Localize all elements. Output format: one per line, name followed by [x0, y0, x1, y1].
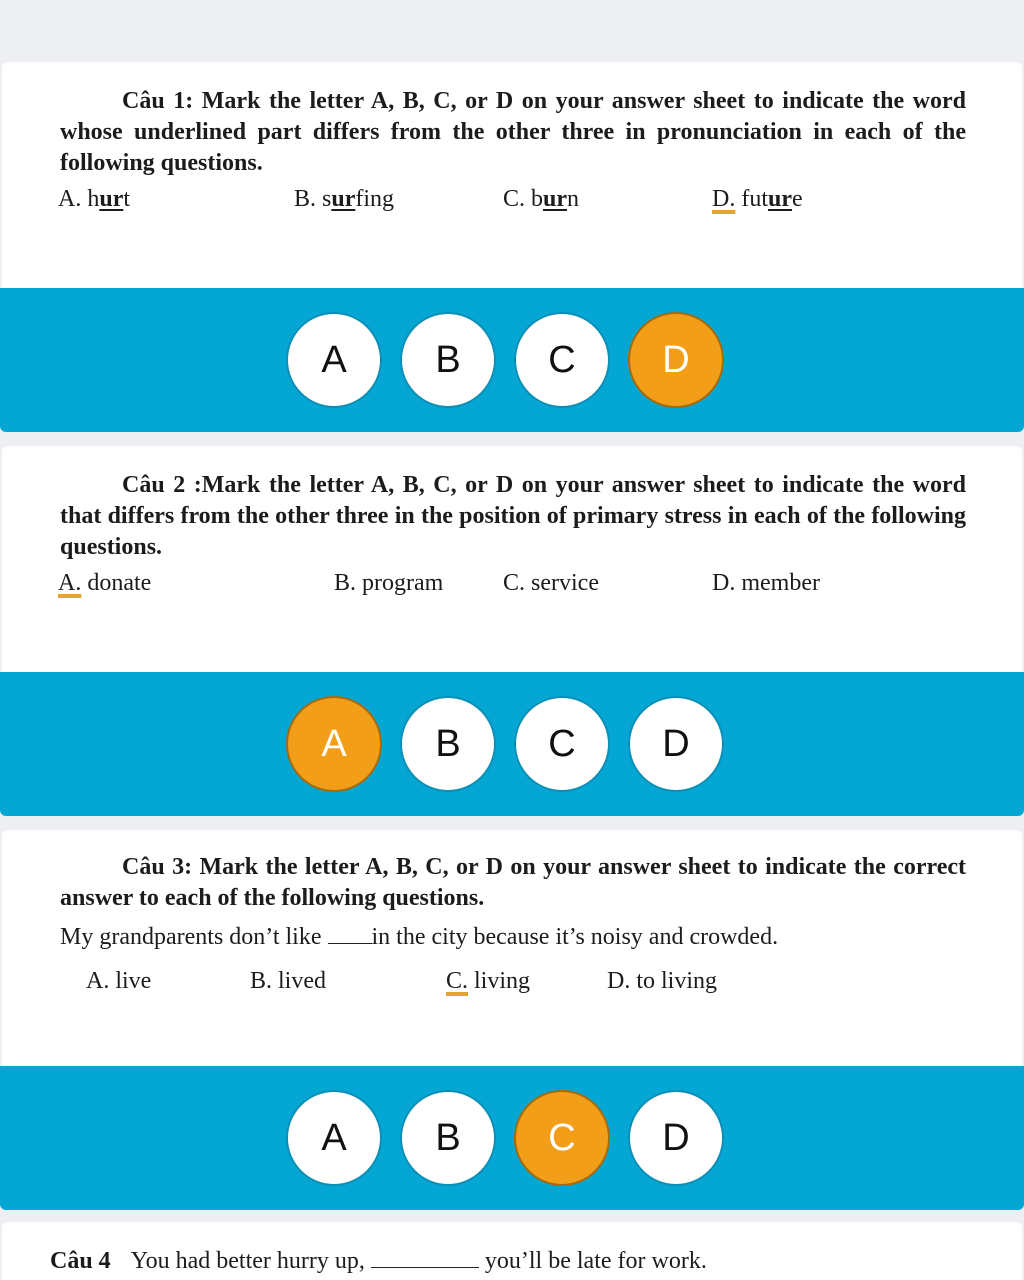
q3-choice-c[interactable]: C [516, 1092, 608, 1184]
answer-blank [371, 1249, 479, 1268]
q1-choice-c[interactable]: C [516, 314, 608, 406]
q3-choice-d[interactable]: D [630, 1092, 722, 1184]
q2-choice-b[interactable]: B [402, 698, 494, 790]
q3-choice-a[interactable]: A [288, 1092, 380, 1184]
q2-option-b: B. program [334, 570, 444, 596]
correct-answer-mark: A. [58, 570, 82, 596]
question-2-card [2, 446, 1022, 672]
question-4-stem: Câu 4 You had better hurry up, you’ll be late for work. [50, 1248, 707, 1274]
question-1-instruction: Câu 1: Mark the letter A, B, C, or D on your answer sheet to indicate the word whose underlined part differs from the other three in pronunciation in each of the following questions. [60, 88, 967, 176]
q3-option-c: C. living [446, 968, 531, 994]
question-4-card [2, 1222, 1022, 1280]
question-3-answer-bar [0, 1066, 1024, 1210]
q1-choice-a[interactable]: A [288, 314, 380, 406]
correct-answer-mark: C. [446, 968, 469, 994]
q3-option-a: A. live [86, 968, 152, 994]
q3-choice-b[interactable]: B [402, 1092, 494, 1184]
question-2-answer-bar [0, 672, 1024, 816]
question-1-answer-bar [0, 288, 1024, 432]
q2-option-d: D. member [712, 570, 820, 596]
question-3-instruction: Câu 3: Mark the letter A, B, C, or D on your answer sheet to indicate the correct answer to each of the following questions. [60, 854, 967, 911]
q2-option-c: C. service [503, 570, 599, 596]
q1-choice-d[interactable]: D [630, 314, 722, 406]
q2-choice-a[interactable]: A [288, 698, 380, 790]
question-1-number: Câu 1: [122, 88, 194, 114]
q1-option-a: A. hurt [58, 186, 131, 212]
answer-blank [328, 925, 372, 944]
q1-option-b: B. surfing [294, 186, 395, 212]
question-1-card [2, 62, 1022, 288]
question-3-stem: My grandparents don’t like in the city because it’s noisy and crowded. [60, 924, 779, 950]
q3-option-b: B. lived [250, 968, 327, 994]
q2-option-a: A. donate [58, 570, 152, 596]
q2-choice-c[interactable]: C [516, 698, 608, 790]
q1-option-d: D. future [712, 186, 803, 212]
q1-option-c: C. burn [503, 186, 580, 212]
question-2-number: Câu 2 [122, 472, 186, 498]
correct-answer-mark: D. [712, 186, 736, 212]
question-4-number: Câu 4 [50, 1248, 111, 1274]
question-3-number: Câu 3: [122, 854, 193, 880]
q1-choice-b[interactable]: B [402, 314, 494, 406]
question-3-card [2, 830, 1022, 1066]
question-2-instruction: Câu 2 :Mark the letter A, B, C, or D on your answer sheet to indicate the word that differs from the other three in the position of primary stress in each of the following questions. [60, 472, 966, 560]
q3-option-d: D. to living [607, 968, 718, 994]
q2-choice-d[interactable]: D [630, 698, 722, 790]
